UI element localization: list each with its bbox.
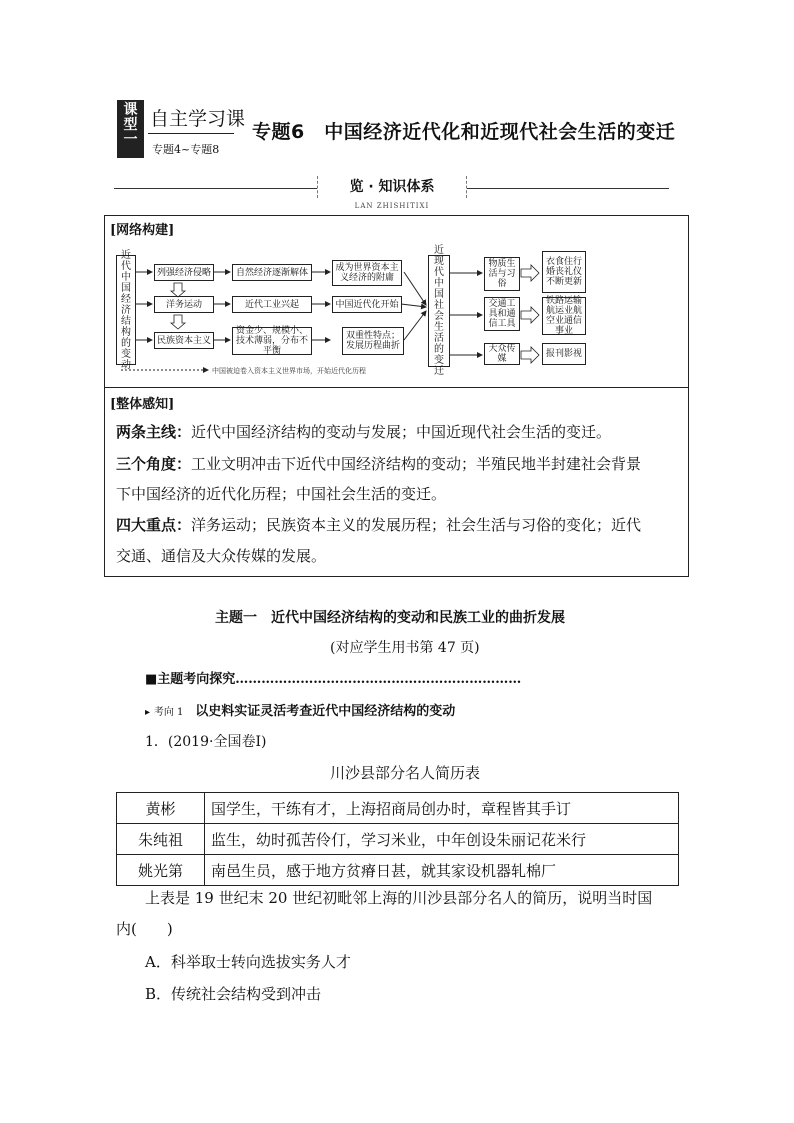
diagram-col5-item: 报刊影视 — [542, 343, 586, 365]
page-reference: (对应学生用书第 47 页) — [330, 640, 480, 656]
overall-item — [116, 454, 686, 474]
diagram-col4-item: 交通工具和通信工具 — [484, 297, 520, 331]
diagram-col1-item: 民族资本主义 — [154, 332, 214, 349]
diagram-col2-item: 近代工业兴起 — [232, 296, 312, 313]
section-label: 览 · 知识体系 — [317, 176, 467, 198]
diagram-col5-item: 铁路运输航运业航空业通信事业 — [542, 297, 586, 335]
diagram-col5-item: 衣食住行婚丧礼仪不断更新 — [542, 251, 586, 293]
person-name: 黄彬 — [117, 793, 205, 824]
overall-heading: [整体感知] — [110, 397, 175, 412]
course-label: 自主学习课 — [150, 108, 246, 130]
diagram-bottom-note: 中国被迫卷入资本主义世界市场，开始近代化历程 — [212, 367, 366, 375]
diagram-col1-item: 洋务运动 — [154, 296, 214, 313]
triangle-icon: ▸ — [145, 707, 151, 718]
overall-item-text: 洋务运动；民族资本主义的发展历程；社会生活与习俗的变化；近代 — [191, 516, 642, 534]
table-row — [117, 855, 679, 886]
diagram-col3-item: 中国近代化开始 — [332, 296, 402, 313]
overall-item-label: 三个角度： — [116, 455, 192, 473]
overall-item-text: 工业文明冲击下近代中国经济结构的变动；半殖民地半封建社会背景 — [191, 455, 642, 473]
diagram-col2-item: 资金少、规模小、技术薄弱，分布不平衡 — [232, 327, 312, 355]
diagram-col3-item: 成为世界资本主义经济的附庸 — [332, 260, 402, 286]
overall-item-label: 两条主线： — [116, 423, 192, 441]
diagram-col3-item: 双重性特点；发展历程曲折 — [342, 327, 404, 355]
diagram-left-vertical: 近代中国经济结构的变动 — [116, 255, 136, 365]
diagram-col4-item: 物质生活与习俗 — [484, 257, 520, 291]
table-row — [117, 793, 679, 824]
option-a: A．科举取士转向选拔实务人才 — [145, 953, 351, 971]
topic-range: 专题4~专题8 — [152, 143, 220, 156]
explore-heading: ■主题考向探究………………………………………………………… — [145, 672, 522, 687]
direction-row — [145, 700, 455, 719]
page-title: 专题6 中国经济近代化和近现代社会生活的变迁 — [252, 121, 676, 143]
network-heading: [网络构建] — [110, 223, 175, 238]
overall-item — [116, 515, 686, 535]
question-stem-continued: 内( ) — [116, 920, 173, 938]
person-description: 监生，幼时孤苦伶仃，学习米业，中年创设朱丽记花米行 — [205, 824, 679, 855]
box-divider — [104, 387, 689, 388]
option-b: B．传统社会结构受到冲击 — [145, 985, 322, 1003]
diagram-col2-item: 自然经济逐渐解体 — [232, 264, 312, 281]
direction-tag: 考向 1 — [153, 707, 184, 718]
diagram-col4-item: 大众传媒 — [484, 343, 520, 365]
table-title: 川沙县部分名人简历表 — [330, 764, 481, 782]
question-number: 1．(2019·全国卷Ⅰ) — [145, 734, 267, 750]
overall-item-label: 四大重点： — [116, 516, 192, 534]
person-description: 南邑生员，感于地方贫瘠日甚，就其家设机器轧棉厂 — [205, 855, 679, 886]
person-description: 国学生，干练有才，上海招商局创办时，章程皆其手订 — [205, 793, 679, 824]
biography-table — [116, 792, 679, 886]
overall-item-continued: 下中国经济的近代化历程；中国社会生活的变迁。 — [116, 485, 447, 503]
table-row — [117, 824, 679, 855]
theme-title: 主题一 近代中国经济结构的变动和民族工业的曲折发展 — [215, 610, 565, 626]
person-name: 姚光第 — [117, 855, 205, 886]
person-name: 朱纯祖 — [117, 824, 205, 855]
question-stem: 上表是 19 世纪末 20 世纪初毗邻上海的川沙县部分名人的简历，说明当时国 — [145, 889, 653, 907]
diagram-col1-item: 列强经济侵略 — [154, 264, 214, 281]
direction-title: 以史料实证灵活考查近代中国经济结构的变动 — [195, 704, 456, 719]
overall-item-text: 近代中国经济结构的变动与发展；中国近现代社会生活的变迁。 — [191, 423, 612, 441]
divider — [148, 133, 234, 134]
overall-item-continued: 交通、通信及大众传媒的发展。 — [116, 547, 327, 565]
overall-item — [116, 422, 686, 442]
section-sublabel: LAN ZHISHITIXI — [354, 202, 430, 210]
diagram-right-vertical: 近现代中国社会生活的变迁 — [428, 255, 450, 367]
network-diagram — [116, 245, 676, 385]
course-type-badge: 课型一 — [117, 100, 144, 158]
